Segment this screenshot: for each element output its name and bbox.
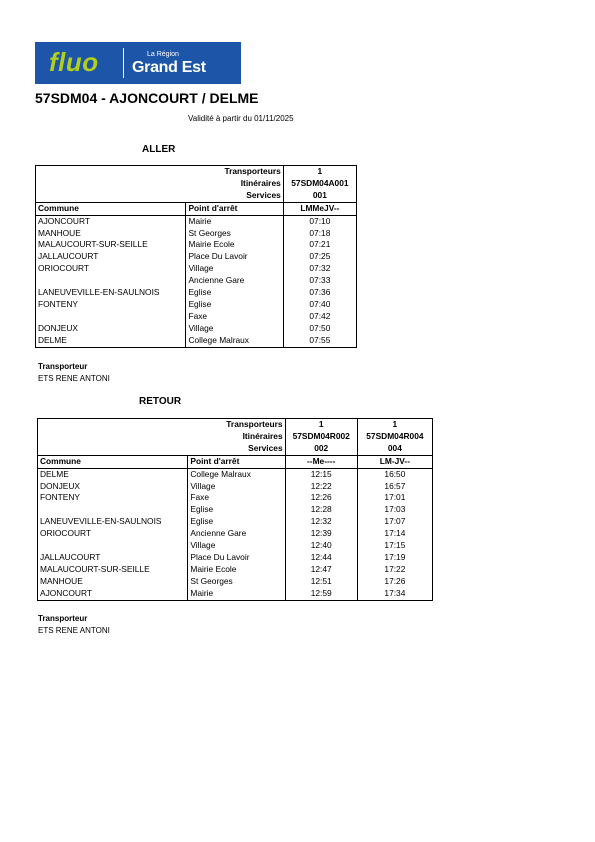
commune-cell: FONTENY <box>38 298 79 309</box>
commune-cell: LANEUVEVILLE-EN-SAULNOIS <box>40 516 162 527</box>
logo-brand-text: fluo <box>49 47 99 77</box>
time-cell: 17:15 <box>357 540 432 552</box>
commune-cell: DELME <box>38 334 67 345</box>
commune-cell: MALAUCOURT-SUR-SEILLE <box>38 239 148 250</box>
timetable-row <box>38 576 433 588</box>
timetable-row <box>38 504 433 516</box>
header-label-transporteurs: Transporteurs <box>224 166 281 176</box>
time-cell: 17:07 <box>357 516 432 528</box>
time-cell: 07:55 <box>283 335 356 347</box>
time-cell: 12:32 <box>285 516 357 528</box>
time-cell: 07:50 <box>283 323 356 335</box>
stop-cell: Faxe <box>186 311 283 323</box>
commune-cell: MALAUCOURT-SUR-SEILLE <box>40 563 150 574</box>
retour-transporteur-value: 1 <box>357 419 432 431</box>
stop-cell: St Georges <box>186 228 283 240</box>
time-cell: 12:22 <box>285 481 357 493</box>
time-cell: 12:15 <box>285 468 357 480</box>
retour-days-code: LM-JV-- <box>357 455 432 468</box>
commune-cell: FONTENY <box>40 492 81 503</box>
retour-section-title: RETOUR <box>139 396 182 407</box>
time-cell: 07:18 <box>283 228 356 240</box>
timetable-row <box>38 588 433 600</box>
stop-cell: Mairie Ecole <box>188 564 285 576</box>
timetable-row <box>36 251 357 263</box>
stop-cell: Place Du Lavoir <box>188 552 285 564</box>
commune-cell: AJONCOURT <box>38 215 90 226</box>
commune-cell: DELME <box>40 468 69 479</box>
timetable-row <box>38 552 433 564</box>
aller-timetable <box>35 165 357 348</box>
retour-itineraire-value: 57SDM04R002 <box>285 431 357 443</box>
retour-timetable <box>37 418 433 601</box>
stop-cell: Eglise <box>186 287 283 299</box>
time-cell: 07:32 <box>283 263 356 275</box>
time-cell: 17:26 <box>357 576 432 588</box>
commune-cell <box>36 275 186 287</box>
stop-cell: Village <box>186 323 283 335</box>
retour-service-value: 002 <box>285 443 357 455</box>
commune-cell: JALLAUCOURT <box>38 251 99 262</box>
timetable-row <box>38 468 433 480</box>
time-cell: 07:21 <box>283 239 356 251</box>
aller-days-code: LMMeJV-- <box>283 202 356 215</box>
stop-cell: Village <box>188 481 285 493</box>
timetable-row <box>36 215 357 227</box>
retour-service-value: 004 <box>357 443 432 455</box>
aller-transporteur-label: Transporteur <box>38 362 88 371</box>
stop-cell: Mairie <box>186 215 283 227</box>
commune-cell <box>36 311 186 323</box>
aller-section-title: ALLER <box>142 144 176 155</box>
header-label-services: Services <box>38 443 286 455</box>
timetable-row <box>36 323 357 335</box>
header-label-services: Services <box>36 190 284 202</box>
stop-cell: Mairie <box>188 588 285 600</box>
logo-region-small: La Région <box>147 51 179 58</box>
timetable-row <box>36 287 357 299</box>
stop-cell: Eglise <box>188 516 285 528</box>
header-label-itineraires: Itinéraires <box>240 177 281 188</box>
time-cell: 17:19 <box>357 552 432 564</box>
stop-cell: Mairie Ecole <box>186 239 283 251</box>
stop-cell: Eglise <box>186 299 283 311</box>
stop-cell: College Malraux <box>186 335 283 347</box>
retour-itineraire-value: 57SDM04R004 <box>357 431 432 443</box>
time-cell: 07:40 <box>283 299 356 311</box>
aller-itineraire-value: 57SDM04A001 <box>283 178 356 190</box>
time-cell: 17:03 <box>357 504 432 516</box>
column-header-stop: Point d'arrêt <box>186 202 283 215</box>
validity-date: Validité à partir du 01/11/2025 <box>188 114 294 123</box>
column-header-stop: Point d'arrêt <box>188 455 285 468</box>
retour-transporteur-name: ETS RENE ANTONI <box>38 626 110 635</box>
stop-cell: College Malraux <box>188 468 285 480</box>
commune-cell <box>38 540 188 552</box>
timetable-row <box>38 528 433 540</box>
time-cell: 16:50 <box>357 468 432 480</box>
fluo-grand-est-logo <box>35 42 241 84</box>
timetable-row <box>38 516 433 528</box>
aller-service-value: 001 <box>283 190 356 202</box>
time-cell: 07:10 <box>283 215 356 227</box>
aller-transporteur-value: 1 <box>283 166 356 178</box>
stop-cell: Place Du Lavoir <box>186 251 283 263</box>
commune-cell: DONJEUX <box>38 322 79 333</box>
timetable-row <box>36 299 357 311</box>
stop-cell: Eglise <box>188 504 285 516</box>
commune-cell: MANHOUE <box>38 227 81 238</box>
time-cell: 12:51 <box>285 576 357 588</box>
commune-cell: LANEUVEVILLE-EN-SAULNOIS <box>38 287 160 298</box>
time-cell: 12:39 <box>285 528 357 540</box>
timetable-row <box>36 263 357 275</box>
timetable-row <box>36 311 357 323</box>
logo-region-big: Grand Est <box>132 59 206 76</box>
time-cell: 12:47 <box>285 564 357 576</box>
timetable-row <box>38 492 433 504</box>
stop-cell: Ancienne Gare <box>186 275 283 287</box>
commune-cell: ORIOCOURT <box>40 528 92 539</box>
time-cell: 12:44 <box>285 552 357 564</box>
time-cell: 16:57 <box>357 481 432 493</box>
commune-cell: MANHOUE <box>40 575 83 586</box>
retour-transporteur-value: 1 <box>285 419 357 431</box>
header-label-itineraires: Itinéraires <box>242 430 283 441</box>
timetable-row <box>38 564 433 576</box>
timetable-row <box>38 481 433 493</box>
column-header-commune: Commune <box>36 202 186 215</box>
timetable-row <box>36 239 357 251</box>
stop-cell: Village <box>186 263 283 275</box>
timetable-row <box>36 228 357 240</box>
time-cell: 07:25 <box>283 251 356 263</box>
page-title: 57SDM04 - AJONCOURT / DELME <box>35 90 259 106</box>
commune-cell: DONJEUX <box>40 480 81 491</box>
time-cell: 12:40 <box>285 540 357 552</box>
aller-transporteur-name: ETS RENE ANTONI <box>38 374 110 383</box>
time-cell: 12:26 <box>285 492 357 504</box>
logo-separator <box>123 48 124 78</box>
time-cell: 07:33 <box>283 275 356 287</box>
timetable-row <box>36 335 357 347</box>
commune-cell <box>38 504 188 516</box>
timetable-row <box>36 275 357 287</box>
retour-days-code: --Me---- <box>285 455 357 468</box>
time-cell: 12:59 <box>285 588 357 600</box>
time-cell: 17:34 <box>357 588 432 600</box>
time-cell: 07:42 <box>283 311 356 323</box>
time-cell: 12:28 <box>285 504 357 516</box>
retour-transporteur-label: Transporteur <box>38 614 88 623</box>
time-cell: 07:36 <box>283 287 356 299</box>
timetable-row <box>38 540 433 552</box>
time-cell: 17:22 <box>357 564 432 576</box>
time-cell: 17:01 <box>357 492 432 504</box>
stop-cell: Ancienne Gare <box>188 528 285 540</box>
header-label-transporteurs: Transporteurs <box>226 419 283 429</box>
commune-cell: AJONCOURT <box>40 587 92 598</box>
stop-cell: St Georges <box>188 576 285 588</box>
commune-cell: ORIOCOURT <box>38 263 90 274</box>
stop-cell: Village <box>188 540 285 552</box>
commune-cell: JALLAUCOURT <box>40 551 101 562</box>
column-header-commune: Commune <box>38 455 188 468</box>
stop-cell: Faxe <box>188 492 285 504</box>
time-cell: 17:14 <box>357 528 432 540</box>
